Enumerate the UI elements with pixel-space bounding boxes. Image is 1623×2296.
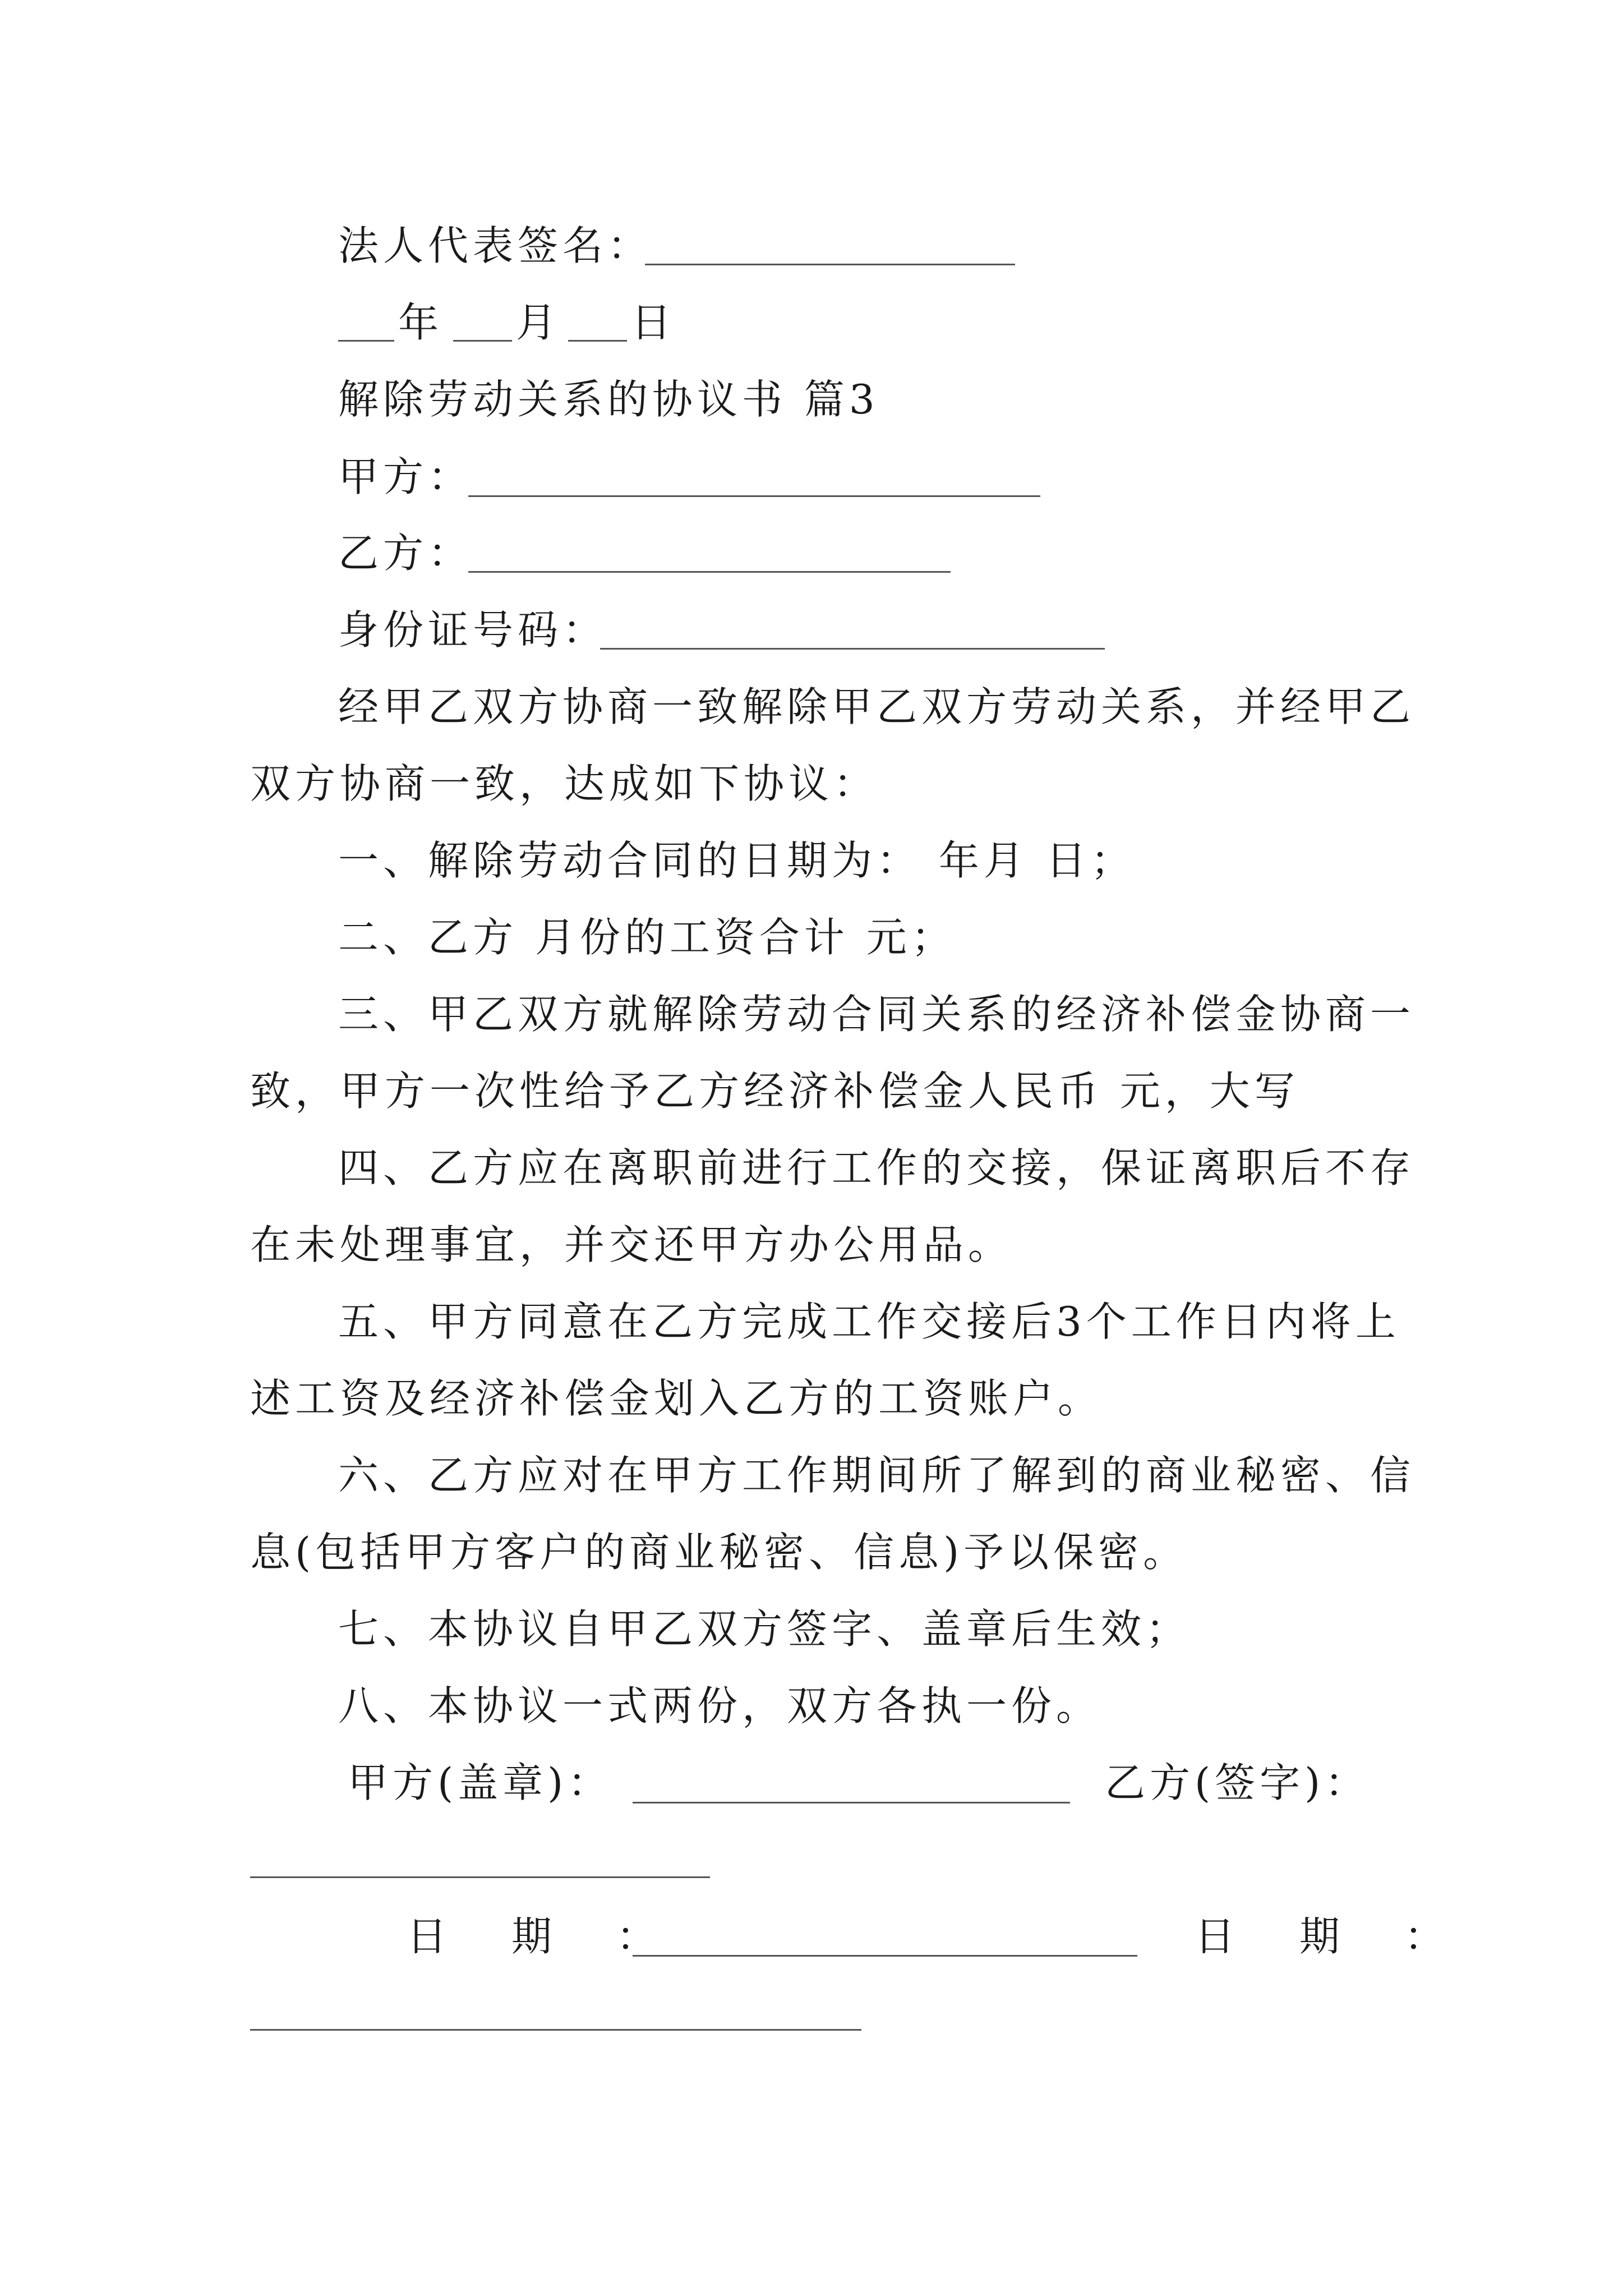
item-7: 七、本协议自甲乙双方签字、盖章后生效； xyxy=(338,1605,1191,1653)
party-b-blank xyxy=(468,571,951,573)
date-day-label: 日 xyxy=(631,299,676,346)
item-8: 八、本协议一式两份，双方各执一份。 xyxy=(338,1682,1101,1729)
intro-line-1: 经甲乙双方协商一致解除甲乙双方劳动关系，并经甲乙 xyxy=(338,683,1415,730)
intro-line-2: 双方协商一致，达成如下协议： xyxy=(250,760,879,807)
sign-b-label: 乙方(签字)： xyxy=(1105,1759,1370,1806)
date-day-blank xyxy=(568,340,627,342)
item-6-line-2: 息(包括甲方客户的商业秘密、信息)予以保密。 xyxy=(250,1529,1188,1576)
item-6-line-1: 六、乙方应对在甲方工作期间所了解到的商业秘密、信 xyxy=(338,1452,1415,1499)
party-b-label: 乙方： xyxy=(338,530,473,577)
date-year-blank xyxy=(338,340,394,342)
id-number-blank xyxy=(600,648,1105,650)
item-4-line-1: 四、乙方应在离职前进行工作的交接，保证离职后不存 xyxy=(338,1144,1415,1191)
legal-rep-blank xyxy=(645,264,1015,265)
legal-rep-signature-row xyxy=(0,212,1623,279)
item-5-line-1: 五、甲方同意在乙方完成工作交接后3个工作日内将上 xyxy=(338,1298,1400,1345)
sign-b-blank xyxy=(250,1876,710,1878)
item-4-line-2: 在未处理事宜，并交还甲方办公用品。 xyxy=(250,1221,1013,1268)
date-month-blank xyxy=(453,340,512,342)
item-2: 二、乙方 月份的工资合计 元； xyxy=(338,914,956,961)
party-a-blank xyxy=(468,495,1040,497)
item-1: 一、解除劳动合同的日期为： 年月 日； xyxy=(338,837,1136,884)
date-row xyxy=(0,289,1623,356)
id-number-row xyxy=(0,596,1623,664)
item-5-line-2: 述工资及经济补偿金划入乙方的工资账户。 xyxy=(250,1375,1103,1422)
item-3-line-2: 致，甲方一次性给予乙方经济补偿金人民币 元，大写 xyxy=(250,1068,1299,1115)
party-a-row xyxy=(0,443,1623,510)
legal-rep-label: 法人代表签名： xyxy=(338,222,653,269)
section-title: 解除劳动关系的协议书 篇3 xyxy=(338,376,879,423)
party-b-row xyxy=(0,519,1623,587)
date-label-a: 日 期 ： xyxy=(407,1913,683,1960)
sign-a-blank xyxy=(633,1802,1070,1803)
date-month-label: 月 xyxy=(516,299,561,346)
date-sign-row xyxy=(0,1903,1623,1970)
id-number-label: 身份证号码： xyxy=(338,606,608,654)
item-3-line-1: 三、甲乙双方就解除劳动合同关系的经济补偿金协商一 xyxy=(338,991,1415,1038)
date-b-blank xyxy=(250,2029,861,2031)
date-year-label: 年 xyxy=(398,299,444,346)
date-a-blank xyxy=(633,1955,1137,1957)
signature-row xyxy=(0,1749,1623,1816)
date-label-b: 日 期 ： xyxy=(1195,1913,1470,1960)
party-a-label: 甲方： xyxy=(338,453,473,500)
sign-a-label: 甲方(盖章)： xyxy=(348,1759,613,1806)
